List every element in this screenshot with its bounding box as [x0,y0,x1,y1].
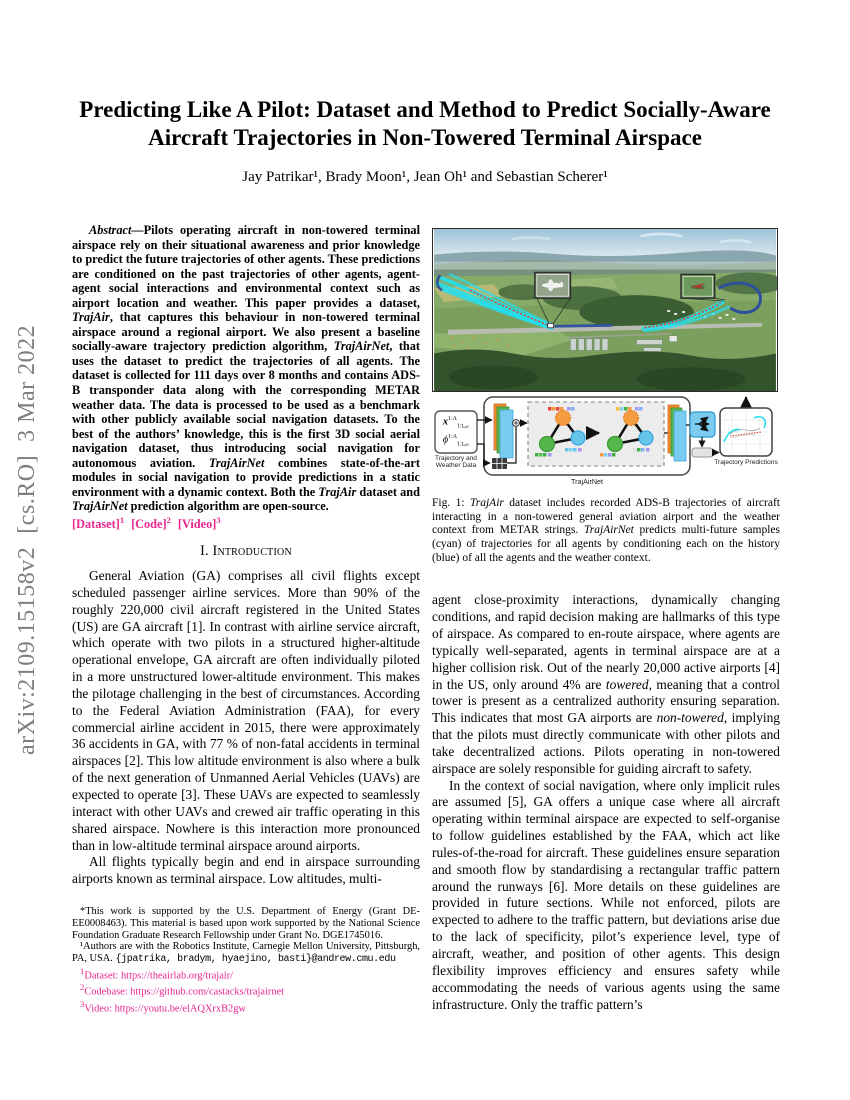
figure-caption: Fig. 1: TrajAir dataset includes recorded ADS-B trajectories of aircraft interacting in a non-towered general aviation airport and the weather context from METAR strings. TrajAirNet predicts multi-future samples (cyan) of trajectories for all agents by conditioning each on the history (blue) of all the agents and the weather context. [432,497,780,564]
architecture-diagram [432,394,778,493]
arxiv-banner: arXiv:2109.15158v2 [cs.RO] 3 Mar 2022 [14,324,40,756]
page-title: Predicting Like A Pilot: Dataset and Method to Predict Socially-Aware Aircraft Trajectories in Non-Towered Terminal Airspace [79,97,771,150]
mlp-box [692,448,713,457]
input-label: Trajectory and Weather Data [435,455,477,470]
abstract-paragraph [72,223,420,514]
intro-paragraph-1: General Aviation (GA) comprises all civil flights except scheduled passenger airline services. More than 90% of the roughly 220,000 civil aircraft registered in the United States (US) are GA aircraft [1]. In contrast with airline service aircraft, which operate with two pilots in a structured higher-altitude operational envelope, GA aircraft are often individually piloted in a more unstructured lower-altitude environment. This makes the pilotage challenging in the best of circumstances. According to the Federal Aviation Administration (FAA), for every commercial airline accident in 2015, there were approximately 36 accidents in GA, with 77 % of non-fatal accidents in terminal airspaces [2]. This low altitude environment is also where a bulk of the next generation of Unmanned Aerial Vehicles (UAVs) are expected to operate [3]. These UAVs are expected to seamlessly interact with other UAVs and crewed air traffic operating in this shared airspace. Nowhere is this interaction more pronounced than in low-altitude terminal airspace around airports. [72,568,420,853]
left-column [72,223,420,888]
intro-paragraph-2: All flights typically begin and end in airspace surrounding airports known as terminal airspace. Low altitudes, multi- [72,854,420,887]
email-addresses: {jpatrika, bradym, hyaejino, basti}@andrew.cmu.edu [115,954,396,966]
abstract-text: Pilots operating aircraft in non-towered terminal airspace rely on their situational awareness and prior knowledge to predict the future trajectories of other agents. These predictions are conditioned on the past trajectories of other agents, agent-agent social interactions and environmental context such as airport location and weather. This paper provides a dataset, TrajAir, that captures this behaviour in non-towered terminal airspace around a regional airport. We also present a baseline socially-aware trajectory prediction algorithm, TrajAirNet, that uses the dataset to predict the trajectories of all agents. The dataset is collected for 111 days over 8 months and contains ADS-B transponder data along with the corresponding METAR weather data. The data is processed to be used as a benchmark with other publicly available social navigation datasets. To the best of the authors’ knowledge, this is the first 3D social aerial navigation dataset, thus introducing social navigation for autonomous aviation. TrajAirNet combines state-of-the-art modules in social navigation to provide predictions in a static environment with a dynamic context. Both the TrajAir dataset and TrajAirNet prediction algorithm are open-source. [72,223,421,514]
trajectory-predictions-box [720,408,772,456]
blue-agent-node [571,431,585,445]
attention-icon [690,412,715,437]
math-x: $x^{1:A}_{1:t_oᵦ_s}$ [443,415,469,429]
authors-line: Jay Patrikar¹, Brady Moon¹, Jean Oh¹ and Sebastian Scherer¹ [242,169,608,185]
agent-position-marker [548,323,554,327]
history-trajectory-blue [555,325,612,326]
abstract-links [72,515,420,532]
orange-agent-node [556,411,571,426]
aerial-photo [432,228,778,392]
figure-1 [432,228,780,565]
footnote-affiliation: ¹Authors are with the Robotics Institute, Carnegie Mellon University, Pittsburgh, PA, USA. {jpatrika, bradym, hyaejino, basti}@andrew.cmu.edu [72,941,420,966]
weather-table-icon [492,458,507,469]
blue-agent-node [639,431,653,445]
body-paragraph-1: agent close-proximity interactions, dynamically changing conditions, and rapid decision making are hallmarks of this type of airspace. As compared to en-route airspace, where agents are typically well-separated, agents in terminal airspace are at a higher collision risk. Out of the nearly 20,000 active airports [4] in the US, only around 4% are towered, meaning that a control tower is present as a centralized authority ensuring separation. This indicates that most GA airports are non-towered, implying that the pilots must directly communicate with other pilots and take decentralized actions. Pilots operating in non-towered airspace are solely responsible for guiding aircraft to safety. [432,592,780,776]
green-agent-node [540,437,555,452]
output-label: Trajectory Predictions [714,459,778,466]
right-column [432,228,780,1013]
dataset-link[interactable]: [Dataset]$^1$ [72,514,125,532]
footnote-video-link[interactable]: $^3$Video: https://youtu.be/elAQXrxB2gw [80,998,246,1014]
math-phi: $\phi^{1:A}_{1:t_oᵦ_s}$ [442,434,470,448]
aerial-photo-svg [433,229,777,391]
orange-agent-node [624,411,639,426]
decoder-stack-icon [668,405,686,461]
body-paragraph-2: In the context of social navigation, where only implicit rules are assumed [5], GA offers a unique case where all aircraft operating within terminal airspace are expected to self-organise to follow guidelines established by the FAA, which act like rules-of-the-road for aircraft. These guidelines ensure separation and smooth flow by standardising a rectangular traffic pattern around the runways [6]. More details on these guidelines are provided in future sections. While not enforced, pilots are expected to adhere to the traffic pattern, but deviations arise due to the lack of specificity, pilot’s experience level, type of aircraft, weather, and position of other agents. This design flexibility improves efficiency and ensures safety while accommodating the needs of various agents using the same infrastructure. Only the traffic pattern’s [432,777,780,1012]
footnote-block [72,906,420,1015]
code-link[interactable]: [Code]$^2$ [131,514,171,532]
encoder-stack-icon [494,404,513,458]
green-agent-node [608,437,623,452]
video-link[interactable]: [Video]$^3$ [177,514,221,532]
trajairnet-label: TrajAirNet [570,477,604,486]
section-heading-introduction: I. Introduction [200,543,292,560]
video-url: https://youtu.be/elAQXrxB2gw [114,1002,246,1014]
footnote-code-link[interactable]: $^2$Codebase: https://github.com/castacks/trajairnet [80,982,285,998]
input-math [435,411,477,453]
code-url: https://github.com/castacks/trajairnet [130,986,285,998]
footnote-dataset-link[interactable]: $^1$Dataset: https://theairlab.org/trajair/ [80,965,234,982]
dataset-url: https://theairlab.org/trajair/ [120,970,234,982]
footnote-thanks: *This work is supported by the U.S. Department of Energy (Grant DE-EE0008463). This material is based upon work supported by the National Science Foundation Graduate Research Fellowship under Grant No. DGE1745016. [72,906,420,941]
abstract-heading: Abstract— [89,223,144,237]
